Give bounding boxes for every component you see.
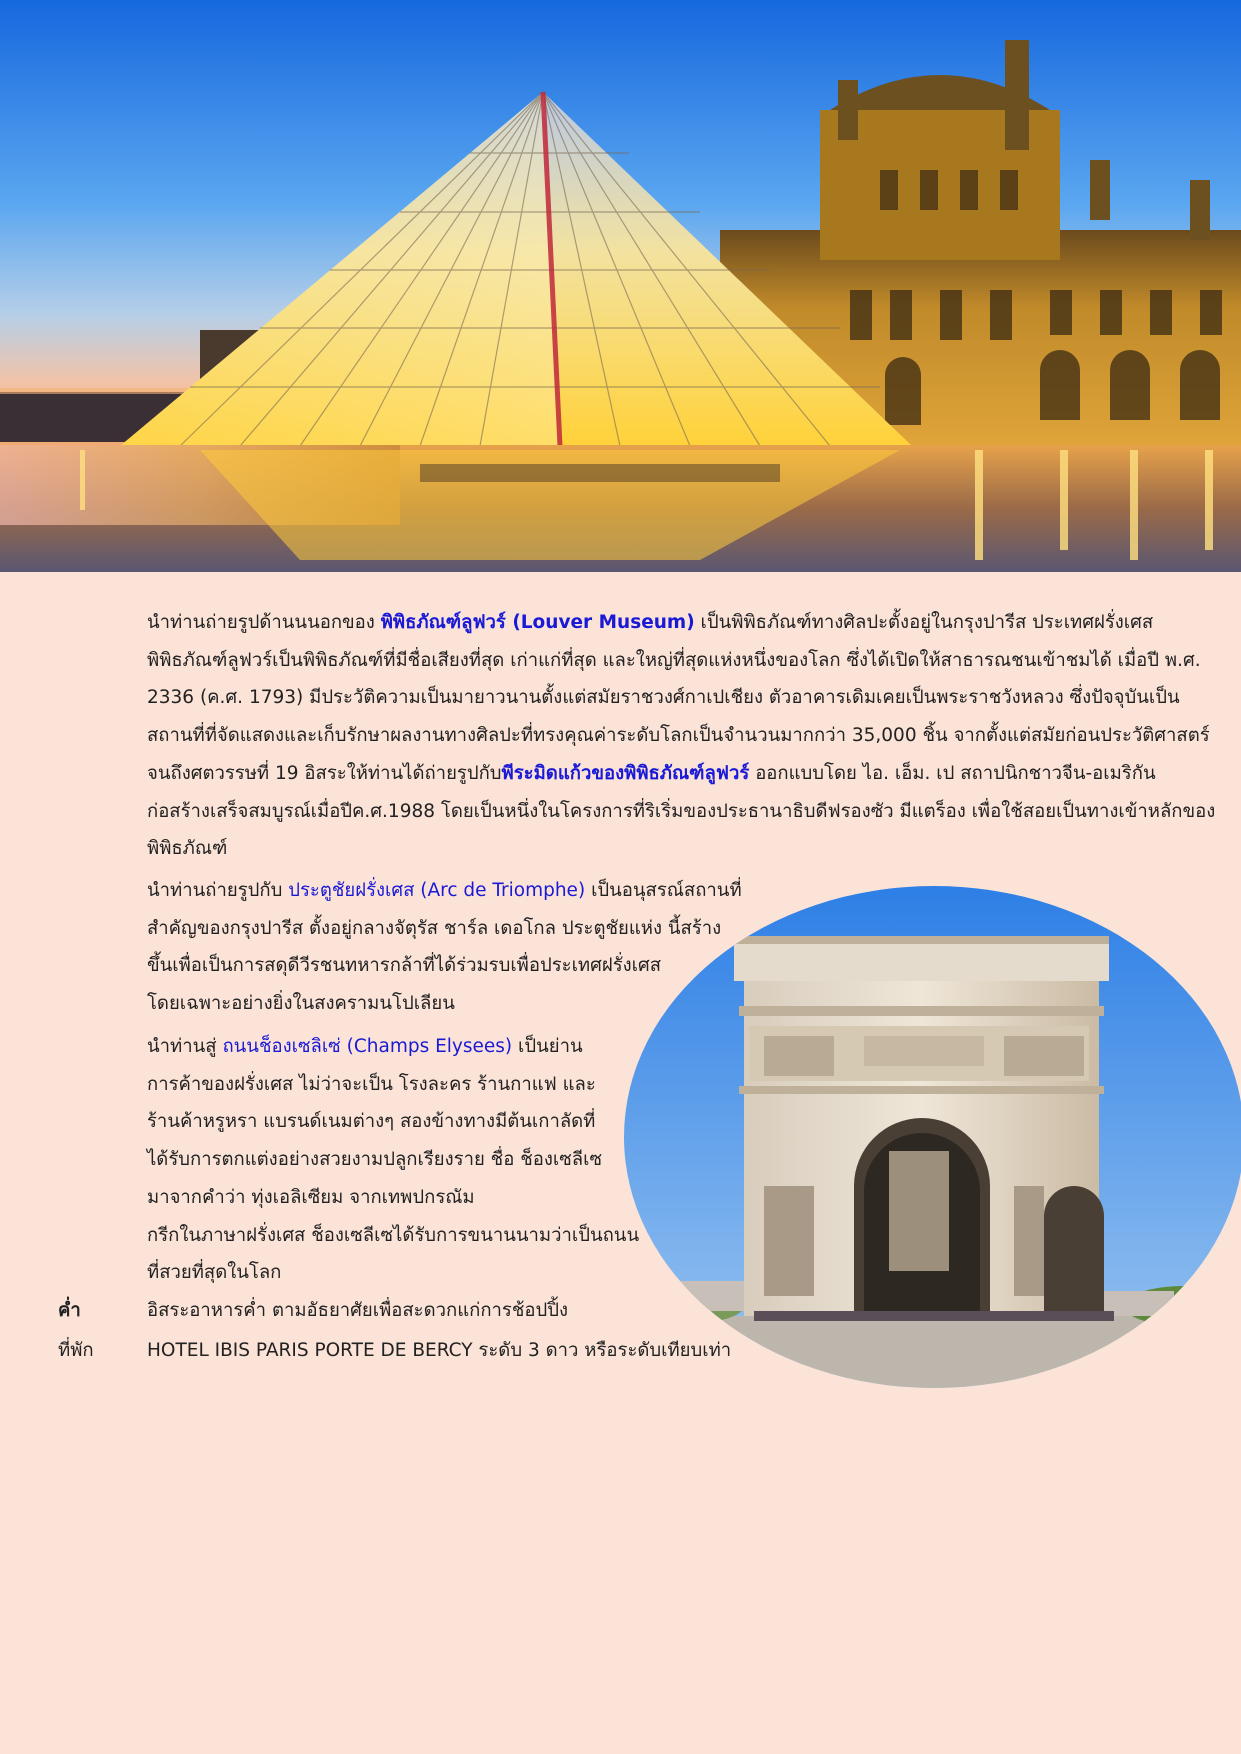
- louvre-line-7: พิพิธภัณฑ์: [147, 838, 228, 860]
- hotel-label: ที่พัก: [58, 1340, 94, 1361]
- arc-paragraph: [147, 872, 787, 1023]
- louvre-line-1-rest: เป็นพิพิธภัณฑ์ทางศิลปะตั้งอยู่ในกรุงปารีส ประเทศฝรั่งเศส: [700, 612, 1154, 633]
- louvre-line-1: [147, 604, 1187, 642]
- arc-line-1-rest: เป็นอนุสรณ์สถานที่: [591, 880, 742, 901]
- arc-line-1: [147, 872, 787, 910]
- champs-paragraph: [147, 1028, 640, 1292]
- arc-intro: นำท่านถ่ายรูปกับ: [147, 880, 283, 901]
- dinner-row: [58, 1292, 568, 1330]
- champs-line-1: [147, 1028, 637, 1066]
- champs-line-5: มาจากคำว่า ทุ่งเอลิเซียม จากเทพปกรณัม: [147, 1186, 475, 1208]
- pyramid-highlight: พีระมิดแก้วของพิพิธภัณฑ์ลูฟวร์: [501, 762, 750, 784]
- arc-highlight: ประตูชัยฝรั่งเศส (Arc de Triomphe): [288, 880, 586, 901]
- champs-intro: นำท่านสู่: [147, 1036, 217, 1057]
- louvre-line-2: พิพิธภัณฑ์ลูฟวร์เป็นพิพิธภัณฑ์ที่มีชื่อเสียงที่สุด เก่าแก่ที่สุด และใหญ่ที่สุดแห่งหนึ่งของโลก ซึ่งได้เปิดให้สาธารณชนเข้าชมได้ เมื่อปี พ.ศ.: [147, 649, 1201, 671]
- hotel-row: [58, 1332, 731, 1370]
- arc-line-4: โดยเฉพาะอย่างยิ่งในสงครามนโปเลียน: [147, 993, 455, 1015]
- arc-line-2: สำคัญของกรุงปารีส ตั้งอยู่กลางจัตุรัส ชาร์ล เดอโกล ประตูชัยแห่ง นี้สร้าง: [147, 917, 722, 939]
- champs-line-7: ที่สวยที่สุดในโลก: [147, 1262, 282, 1284]
- dinner-text: อิสระอาหารค่ำ ตามอัธยาศัยเพื่อสะดวกแก่การช้อปปิ้ง: [147, 1300, 569, 1321]
- champs-highlight: ถนนช็องเซลิเซ่ (Champs Elysees): [222, 1036, 513, 1057]
- arc-line-3: ขึ้นเพื่อเป็นการสดุดีวีรชนทหารกล้าที่ได้ร่วมรบเพื่อประเทศฝรั่งเศส: [147, 955, 662, 977]
- louvre-line-5-rest: ออกแบบโดย ไอ. เอ็ม. เป สถาปนิกชาวจีน-อเมริกัน: [755, 762, 1156, 784]
- champs-line-6: กรีกในภาษาฝรั่งเศส ช็องเซลีเซได้รับการขนานนามว่าเป็นถนน: [147, 1224, 640, 1246]
- louvre-line-3: 2336 (ค.ศ. 1793) มีประวัติความเป็นมายาวนานตั้งแต่สมัยราชวงศ์กาเปเชียง ตัวอาคารเดิมเคยเป็นพระราชวังหลวง ซึ่งปัจจุบันเป็น: [147, 687, 1180, 709]
- louvre-photo: [0, 0, 1241, 572]
- champs-line-3: ร้านค้าหรูหรา แบรนด์เนมต่างๆ สองข้างทางมีต้นเกาลัดที่: [147, 1111, 596, 1133]
- hotel-text: HOTEL IBIS PARIS PORTE DE BERCY ระดับ 3 ดาว หรือระดับเทียบเท่า: [147, 1340, 732, 1361]
- champs-line-4: ได้รับการตกแต่งอย่างสวยงามปลูกเรียงราย ชื่อ ช็องเซลีเซ: [147, 1149, 603, 1171]
- louvre-line-4: สถานที่ที่จัดแสดงและเก็บรักษาผลงานทางศิลปะที่ทรงคุณค่าระดับโลกเป็นจำนวนมากกว่า 35,000 ชิ้น จากตั้งแต่สมัยก่อนประวัติศาสตร์: [147, 725, 1210, 747]
- louvre-paragraph: [147, 604, 1216, 868]
- louvre-highlight: พิพิธภัณฑ์ลูฟวร์ (Louver Museum): [380, 612, 695, 633]
- louvre-line-5: [147, 755, 1187, 793]
- champs-line-2: การค้าของฝรั่งเศส ไม่ว่าจะเป็น โรงละคร ร้านกาแฟ และ: [147, 1073, 596, 1095]
- louvre-line-6: ก่อสร้างเสร็จสมบูรณ์เมื่อปีค.ศ.1988 โดยเป็นหนึ่งในโครงการที่ริเริ่มของประธานาธิบดีฟรองซัว มีแตร็อง เพื่อใช้สอยเป็นทางเข้าหลักของ: [147, 800, 1216, 822]
- dinner-label: ค่ำ: [58, 1300, 81, 1321]
- louvre-intro: นำท่านถ่ายรูปด้านนนอกของ: [147, 612, 375, 633]
- champs-line-1-rest: เป็นย่าน: [518, 1036, 583, 1057]
- louvre-line-5-pre: จนถึงศตวรรษที่ 19 อิสระให้ท่านได้ถ่ายรูปกับ: [147, 762, 502, 784]
